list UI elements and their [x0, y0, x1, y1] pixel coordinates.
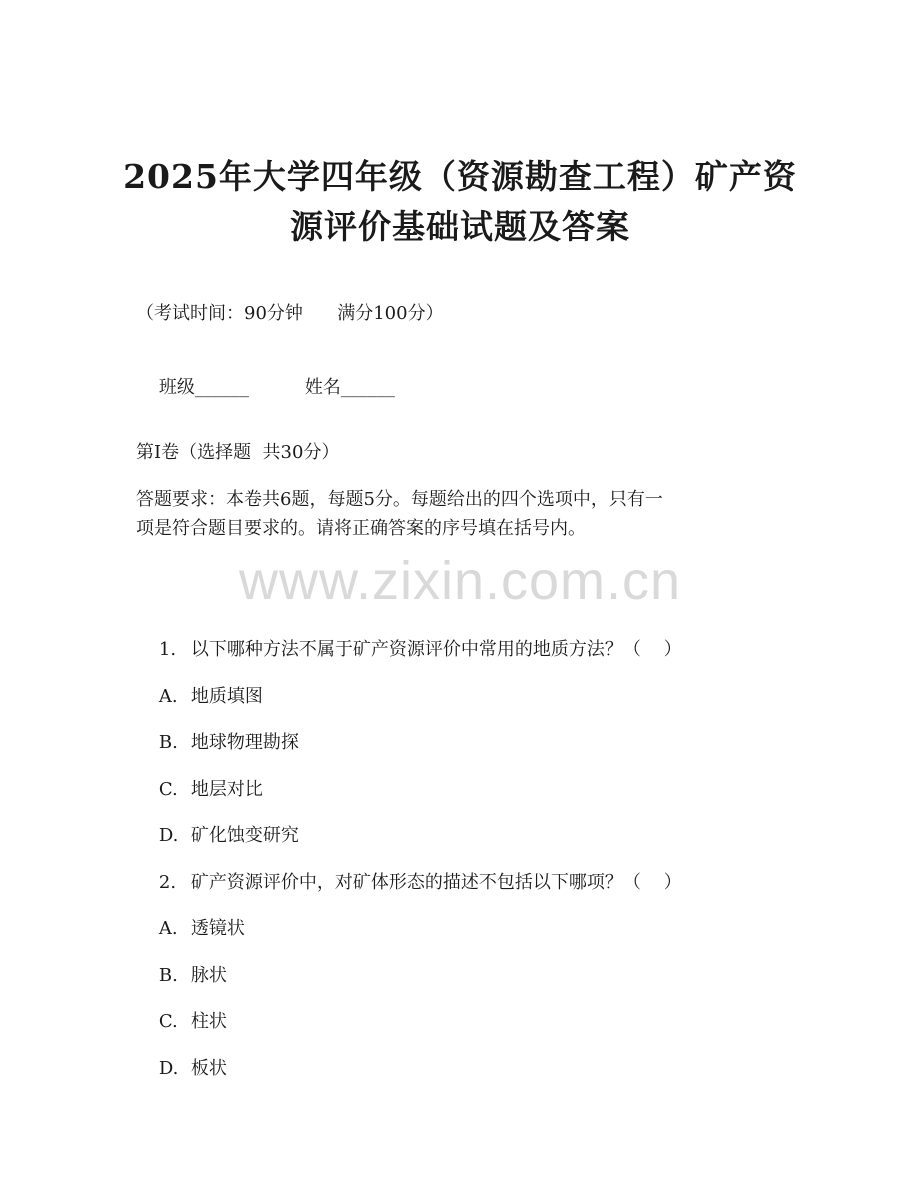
option-letter: D. — [158, 1058, 179, 1079]
name-field: 姓名______ — [304, 377, 395, 398]
option-letter: A. — [158, 686, 178, 707]
question-text: 矿产资源评价中，对矿体形态的描述不包括以下哪项？（ ） — [190, 872, 682, 893]
option-text: 地球物理勘探 — [190, 732, 299, 753]
document-title-line-2: 源评价基础试题及答案 — [290, 207, 630, 246]
option-text: 板状 — [190, 1058, 227, 1079]
option-text: 脉状 — [190, 965, 227, 986]
option-letter: A. — [158, 918, 178, 939]
option-letter: D. — [158, 825, 179, 846]
watermark: www.zixin.com.cn — [238, 551, 682, 611]
instructions-line-1: 答题要求：本卷共6题，每题5分。每题给出的四个选项中，只有一 — [136, 489, 663, 510]
section-header: 第I卷（选择题 共30分） — [136, 442, 340, 463]
class-field: 班级______ — [158, 377, 249, 398]
option-letter: C. — [158, 1011, 178, 1032]
document-title-line-1: 2025年大学四年级（资源勘查工程）矿产资 — [123, 157, 797, 196]
student-info-row — [136, 349, 395, 427]
question-text: 以下哪种方法不属于矿产资源评价中常用的地质方法？（ ） — [190, 639, 682, 660]
instructions-line-2: 项是符合题目要求的。请将正确答案的序号填在括号内。 — [136, 518, 586, 539]
option-text: 柱状 — [190, 1011, 227, 1032]
question-number: 1. — [158, 639, 177, 660]
option-text: 透镜状 — [190, 918, 245, 939]
exam-info: （考试时间：90分钟 满分100分） — [136, 303, 444, 324]
option-text: 地质填图 — [190, 686, 263, 707]
option-text: 矿化蚀变研究 — [190, 825, 299, 846]
option-letter: B. — [158, 732, 178, 753]
option-text: 地层对比 — [190, 779, 263, 800]
question-2-option-d — [136, 1030, 227, 1108]
option-letter: C. — [158, 779, 178, 800]
option-letter: B. — [158, 965, 178, 986]
question-number: 2. — [158, 872, 177, 893]
